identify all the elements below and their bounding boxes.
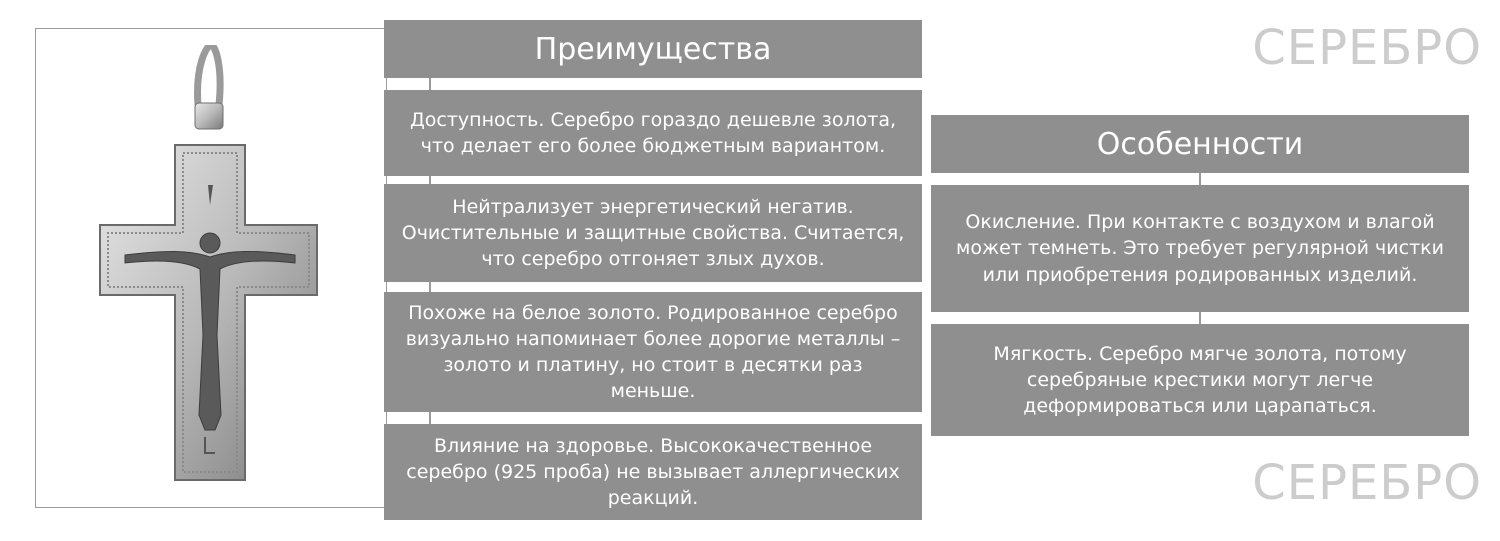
advantage-item: Доступность. Серебро гораздо дешевле золота, что делает его более бюджетным вариантом. [384, 90, 922, 176]
connector-line [429, 78, 431, 90]
watermark-bottom: СЕРЕБРО [1252, 455, 1482, 511]
silver-cross-pendant-image [95, 45, 325, 485]
connector-line [1199, 312, 1201, 324]
connector-line [1199, 173, 1201, 185]
connector-line [429, 176, 431, 184]
advantage-item: Влияние на здоровье. Высококачественное серебро (925 проба) не вызывает аллергических реакций. [384, 424, 922, 520]
advantages-header: Преимущества [384, 20, 922, 78]
advantage-item: Нейтрализует энергетический негатив. Очистительные и защитные свойства. Считается, что серебро отгоняет злых духов. [384, 184, 922, 282]
connector-line [429, 282, 431, 292]
connector-line [429, 412, 431, 424]
feature-item: Окисление. При контакте с воздухом и влагой может темнеть. Это требует регулярной чистки или приобретения родированных изделий. [931, 185, 1469, 312]
advantage-item: Похоже на белое золото. Родированное серебро визуально напоминает более дорогие металлы – золото и платину, но стоит в десятки раз меньше. [384, 292, 922, 412]
watermark-top: СЕРЕБРО [1252, 20, 1482, 76]
feature-item: Мягкость. Серебро мягче золота, потому серебряные крестики могут легче деформироваться или царапаться. [931, 324, 1469, 436]
features-header: Особенности [931, 115, 1469, 173]
